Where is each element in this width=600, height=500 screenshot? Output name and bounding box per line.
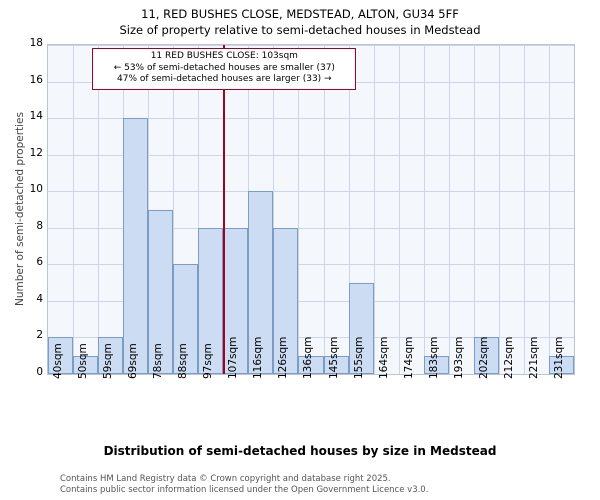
gridline-vertical <box>449 45 450 374</box>
x-axis-tick-label: 193sqm <box>452 336 465 379</box>
page-title: 11, RED BUSHES CLOSE, MEDSTEAD, ALTON, GU34 5FF <box>141 7 459 21</box>
x-axis-tick-label: 50sqm <box>77 343 90 379</box>
gridline-vertical <box>499 45 500 374</box>
y-axis-label: Number of semi-detached properties <box>14 111 26 306</box>
x-axis-tick-label: 155sqm <box>352 336 365 379</box>
chart-title-block <box>0 6 600 38</box>
x-axis-tick-label: 221sqm <box>527 336 540 379</box>
gridline-vertical <box>549 45 550 374</box>
gridline-vertical <box>399 45 400 374</box>
property-marker-line <box>223 45 225 374</box>
annotation-line1: 11 RED BUSHES CLOSE: 103sqm <box>150 51 298 61</box>
footer-line-2: Contains public sector information licensed under the Open Government Licence v3.0. <box>60 485 429 495</box>
x-axis-tick-label: 212sqm <box>502 336 515 379</box>
plot-area <box>47 44 575 375</box>
y-axis-tick-label: 10 <box>29 183 43 196</box>
annotation-line2: ← 53% of semi-detached houses are smaller (37) <box>113 62 335 73</box>
gridline-vertical <box>98 45 99 374</box>
footer-line-1: Contains HM Land Registry data © Crown copyright and database right 2025. <box>60 474 391 484</box>
gridline-horizontal <box>48 45 574 46</box>
y-axis-tick-label: 6 <box>36 256 43 269</box>
y-axis-tick-label: 12 <box>29 146 43 159</box>
x-axis-tick-label: 88sqm <box>177 343 190 379</box>
x-axis-tick-label: 40sqm <box>52 343 64 379</box>
gridline-vertical <box>298 45 299 374</box>
property-annotation-box <box>92 48 356 90</box>
annotation-line3: 47% of semi-detached houses are larger (33) → <box>117 74 332 84</box>
gridline-vertical <box>524 45 525 374</box>
x-axis-tick-label: 107sqm <box>227 336 240 379</box>
y-axis-tick-label: 14 <box>29 110 43 123</box>
gridline-vertical <box>73 45 74 374</box>
x-axis-tick-label: 231sqm <box>552 336 565 379</box>
x-axis-tick-label: 145sqm <box>327 336 340 379</box>
x-axis-tick-label: 116sqm <box>252 336 265 379</box>
y-axis-tick-label: 4 <box>36 292 43 305</box>
gridline-vertical <box>324 45 325 374</box>
x-axis-tick-label: 202sqm <box>477 336 490 379</box>
y-axis-tick-label: 0 <box>36 366 43 378</box>
y-axis-tick-label: 18 <box>29 37 43 49</box>
x-axis-tick-label: 78sqm <box>152 343 165 379</box>
bar <box>123 118 148 374</box>
x-axis-tick-label: 69sqm <box>127 343 140 379</box>
y-axis-tick-label: 8 <box>36 219 43 232</box>
gridline-vertical <box>374 45 375 374</box>
x-axis-tick-label: 183sqm <box>427 336 440 379</box>
x-axis-tick-label: 59sqm <box>102 343 115 379</box>
x-axis-label: Distribution of semi-detached houses by size in Medstead <box>103 444 497 458</box>
x-axis-tick-label: 174sqm <box>402 336 415 379</box>
y-axis-tick-label: 2 <box>36 329 43 342</box>
chart-subtitle: Size of property relative to semi-detached houses in Medstead <box>119 23 481 37</box>
x-axis-tick-label: 97sqm <box>202 343 215 379</box>
x-axis-tick-label: 164sqm <box>377 336 390 379</box>
y-axis-tick-label: 16 <box>29 73 43 86</box>
x-axis-tick-label: 136sqm <box>302 336 315 379</box>
gridline-vertical <box>474 45 475 374</box>
gridline-vertical <box>424 45 425 374</box>
x-axis-tick-label: 126sqm <box>277 336 290 379</box>
